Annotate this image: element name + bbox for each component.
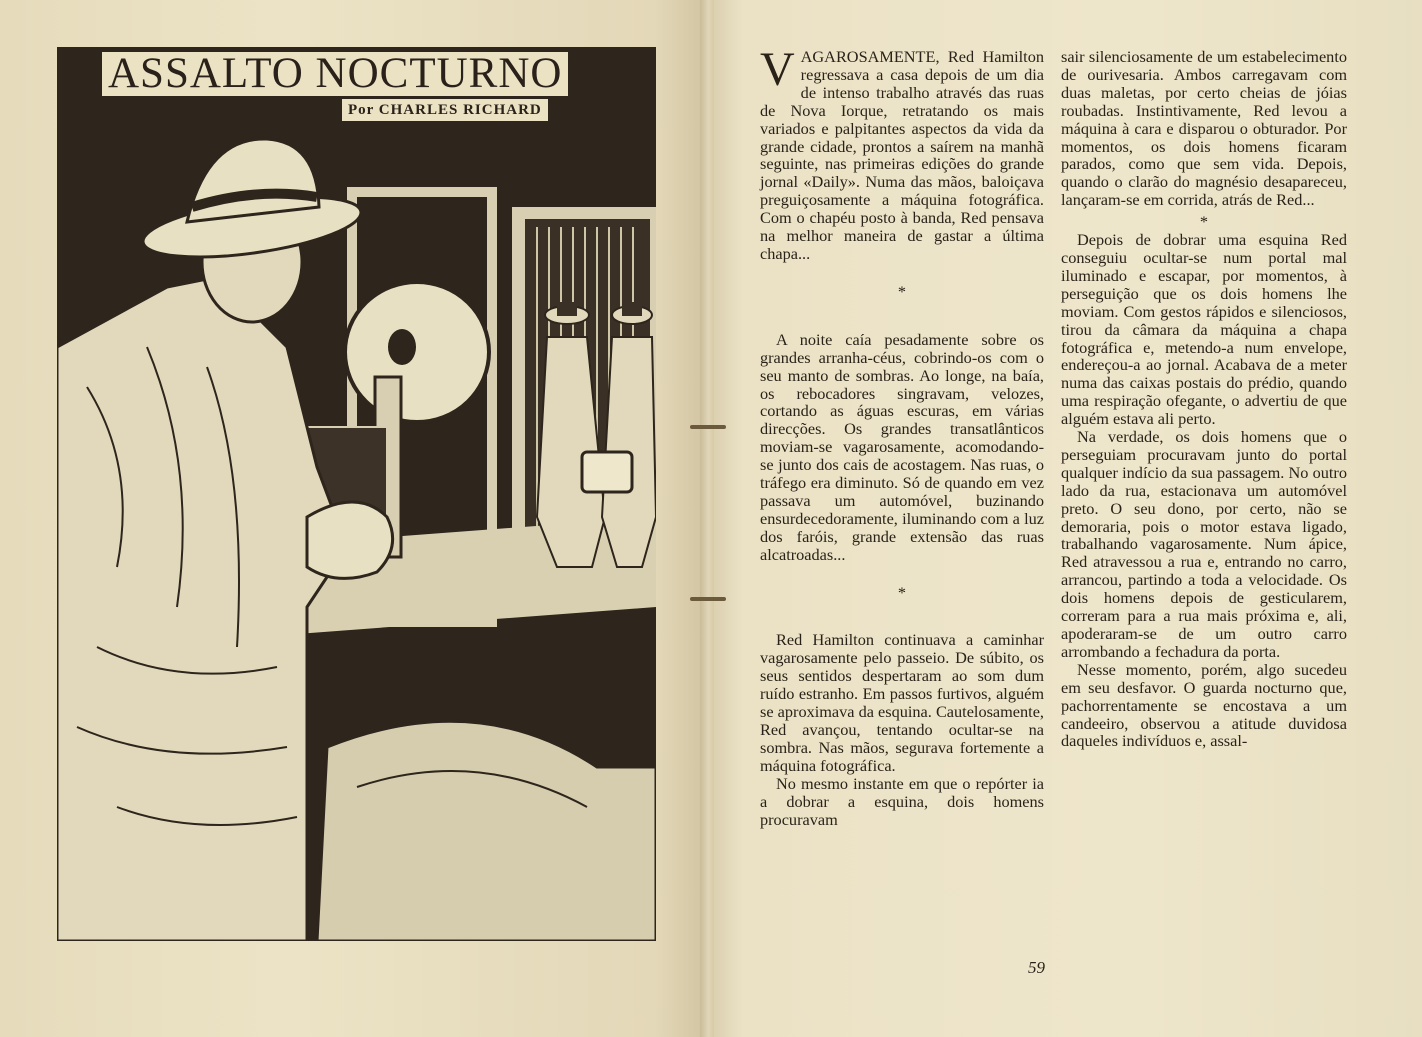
text-column-1 xyxy=(760,43,1044,829)
section-divider: * xyxy=(897,281,907,301)
book-gutter xyxy=(700,0,714,1037)
paragraph-text: AGAROSAMENTE, Red Hamilton regressava a casa depois de um dia de intenso trabalho através das ruas de Nova Iorque, retratando os mais variados e palpitantes aspectos da vida da grande cidade, prontos a saírem na manhã seguinte, nas primeiras edições do grande jornal «Daily». Numa das mãos, baloiçava preguiçosamente a máquina fotográfica. Com o chapéu posto à banda, Red pensava na melhor maneira de gastar a última chapa... xyxy=(760,47,1044,263)
paragraph: Red Hamilton continuava a caminhar vagarosamente pelo passeio. De súbito, os seus sentidos despertaram ao som dum ruído estranho. Em passos furtivos, alguém se aproximava da esquina. Cautelosamente, Red avançou, tentando ocultar-se na sombra. Nas mãos, segurava fortemente a máquina fotográfica. xyxy=(760,630,1044,775)
paragraph: A noite caía pesadamente sobre os grandes arranha-céus, cobrindo-os com o seu manto de sombras. Ao longe, na baía, os rebocadores singravam, velozes, cortando as águas escuras, em várias direcções. Os grandes transatlânticos moviam-se vagarosamente, acomodando-se junto dos cais de acostagem. Nas ruas, o tráfego era diminuto. Só de quando em vez passava um automóvel, buzinando ensurdecedoramente, iluminando com a luz dos faróis, grande extensão das ruas alcatroadas... xyxy=(760,329,1044,564)
paragraph: No mesmo instante em que o repórter ia a dobrar a esquina, dois homens procuravam xyxy=(760,773,1044,829)
illustration-panel xyxy=(57,47,656,941)
binding-stitch xyxy=(690,597,726,601)
text-column-2 xyxy=(1061,48,1347,750)
reporter-hand xyxy=(307,502,393,578)
section-divider: * xyxy=(1199,212,1209,232)
page-number: 59 xyxy=(1028,958,1045,977)
flash-reflector xyxy=(345,282,489,422)
paragraph: Nesse momento, porém, algo sucedeu em seu desfavor. O guarda nocturno que, pachorrentamente se encostava a um candeeiro, observou a atitude duvidosa daqueles indivíduos e, assal- xyxy=(1061,659,1347,751)
suitcase xyxy=(582,452,632,492)
paragraph: Na verdade, os dois homens que o perseguiam procuravam junto do portal qualquer indício da sua passagem. No outro lado da rua, estacionava um automóvel preto. O seu dono, por certo, não se demoraria, pois o motor estava ligado, trabalhando vagarosamente. Num ápice, Red atravessou a rua e, entrando no carro, arrancou, partindo a toda a velocidade. Os dois homens depois de gesticularem, correram para a rua mais próxima e, ali, apoderaram-se de um outro carro arrombando a fechadura da porta. xyxy=(1061,427,1347,661)
illustration-drawing xyxy=(57,47,656,941)
story-title: ASSALTO NOCTURNO xyxy=(102,52,568,96)
drop-cap: V xyxy=(760,43,795,96)
section-divider: * xyxy=(897,582,907,602)
story-byline: Por CHARLES RICHARD xyxy=(342,99,548,121)
paragraph: sair silenciosamente de um estabelecimento de ourivesaria. Ambos carregavam com duas maletas, por certo cheias de jóias roubadas. Instintivamente, Red levou a máquina à cara e disparou o obturador. Por momentos, os dois homens ficaram parados, como que sem vida. Depois, quando o clarão do magnésio desapareceu, lançaram-se em corrida, atrás de Red... xyxy=(1061,47,1347,210)
paragraph: Depois de dobrar uma esquina Red conseguiu ocultar-se num portal mal iluminado e escapar, por momentos, à perseguição que os dois homens lhe moviam. Com gestos rápidos e silenciosos, tirou da câmara da máquina a chapa fotográfica e, metendo-a num envelope, endereçou-a ao jornal. Acabava de a meter numa das caixas postais do prédio, quando uma respiração ofegante, o advertiu de que alguém estava ali perto. xyxy=(1061,230,1347,429)
binding-stitch xyxy=(690,425,726,429)
paragraph xyxy=(760,43,1044,263)
